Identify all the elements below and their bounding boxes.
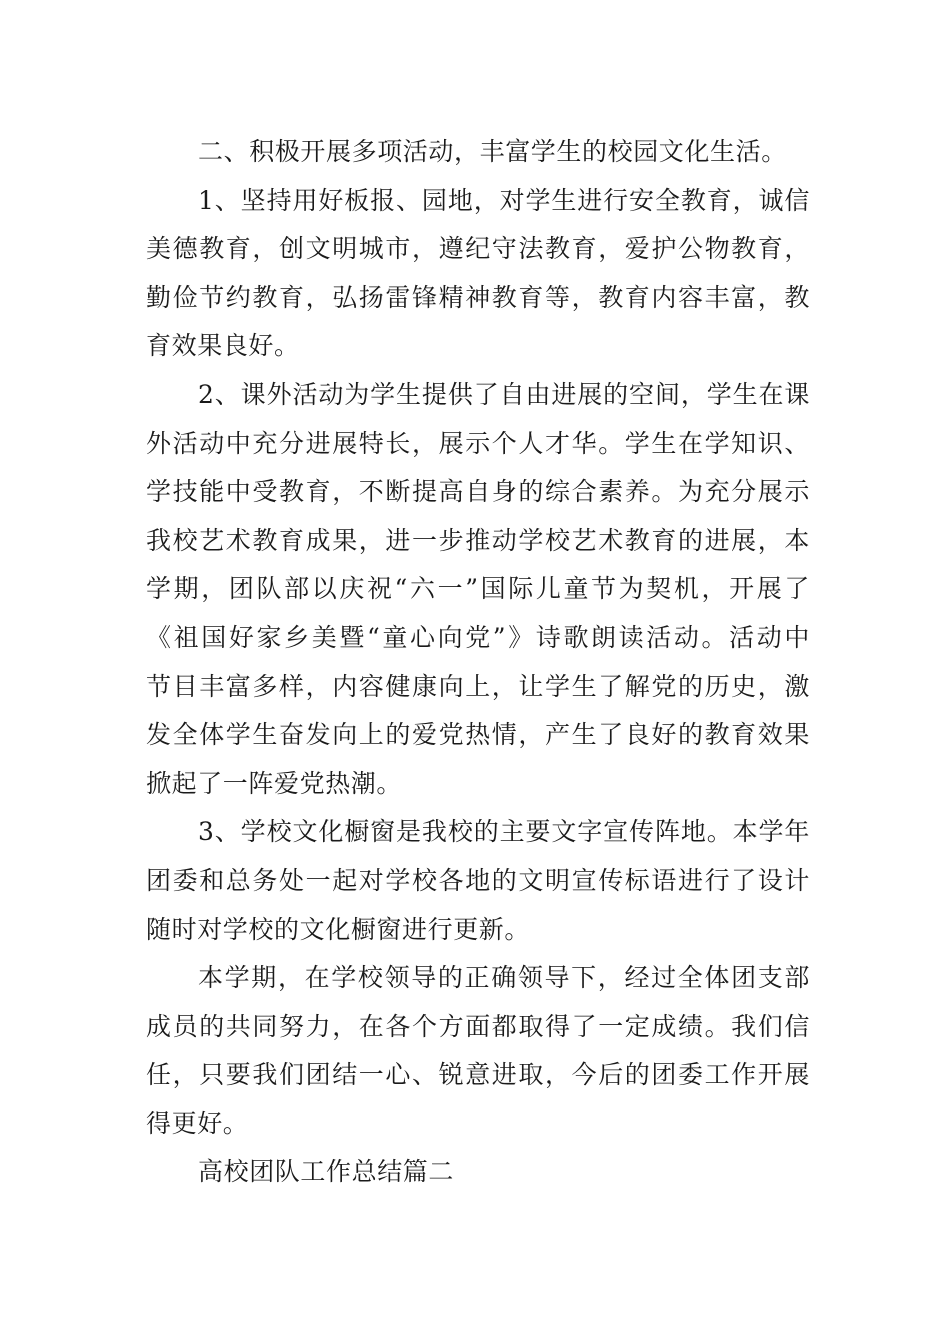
text-line: 美德教育，创文明城市，遵纪守法教育，爱护公物教育， — [146, 234, 810, 264]
paragraph-item-1 — [146, 177, 810, 371]
text-line: 《祖国好家乡美暨“童心向党”》诗歌朗读活动。活动中 — [146, 622, 810, 652]
text-line: 本学期，在学校领导的正确领导下，经过全体团支部 — [198, 963, 810, 993]
text-line: 2、课外活动为学生提供了自由进展的空间，学生在课 — [198, 379, 810, 409]
document-body — [146, 128, 810, 1197]
text-line: 二、积极开展多项活动，丰富学生的校园文化生活。 — [198, 137, 787, 166]
text-line: 1、坚持用好板报、园地，对学生进行安全教育，诚信 — [198, 185, 810, 215]
text-line: 任，只要我们团结一心、锐意进取，今后的团委工作开展 — [146, 1060, 810, 1090]
text-line: 掀起了一阵爱党热潮。 — [146, 768, 403, 798]
text-line: 学期，团队部以庆祝“六一”国际儿童节为契机，开展了 — [146, 574, 810, 604]
text-line: 勤俭节约教育，弘扬雷锋精神教育等，教育内容丰富，教 — [146, 282, 810, 312]
paragraph-item-3 — [146, 808, 810, 954]
text-line: 我校艺术教育成果，进一步推动学校艺术教育的进展，本 — [146, 525, 810, 555]
text-line: 3、学校文化橱窗是我校的主要文字宣传阵地。本学年 — [198, 817, 810, 847]
text-line: 得更好。 — [146, 1108, 249, 1138]
text-line: 育效果良好。 — [146, 331, 300, 361]
text-line: 学技能中受教育，不断提高自身的综合素养。为充分展示 — [146, 477, 810, 507]
text-line: 节目丰富多样，内容健康向上，让学生了解党的历史，激 — [146, 671, 810, 701]
text-line: 外活动中充分进展特长，展示个人才华。学生在学知识、 — [146, 428, 810, 458]
next-section-title — [146, 1148, 810, 1197]
paragraph-item-2 — [146, 371, 810, 808]
text-line: 随时对学校的文化橱窗进行更新。 — [146, 914, 531, 944]
text-line: 发全体学生奋发向上的爱党热情，产生了良好的教育效果 — [146, 720, 810, 750]
paragraph-conclusion — [146, 954, 810, 1148]
paragraph-section-heading — [146, 128, 810, 177]
text-line: 成员的共同努力，在各个方面都取得了一定成绩。我们信 — [146, 1011, 810, 1041]
text-line: 高校团队工作总结篇二 — [198, 1157, 455, 1187]
text-line: 团委和总务处一起对学校各地的文明宣传标语进行了设计 — [146, 865, 810, 895]
